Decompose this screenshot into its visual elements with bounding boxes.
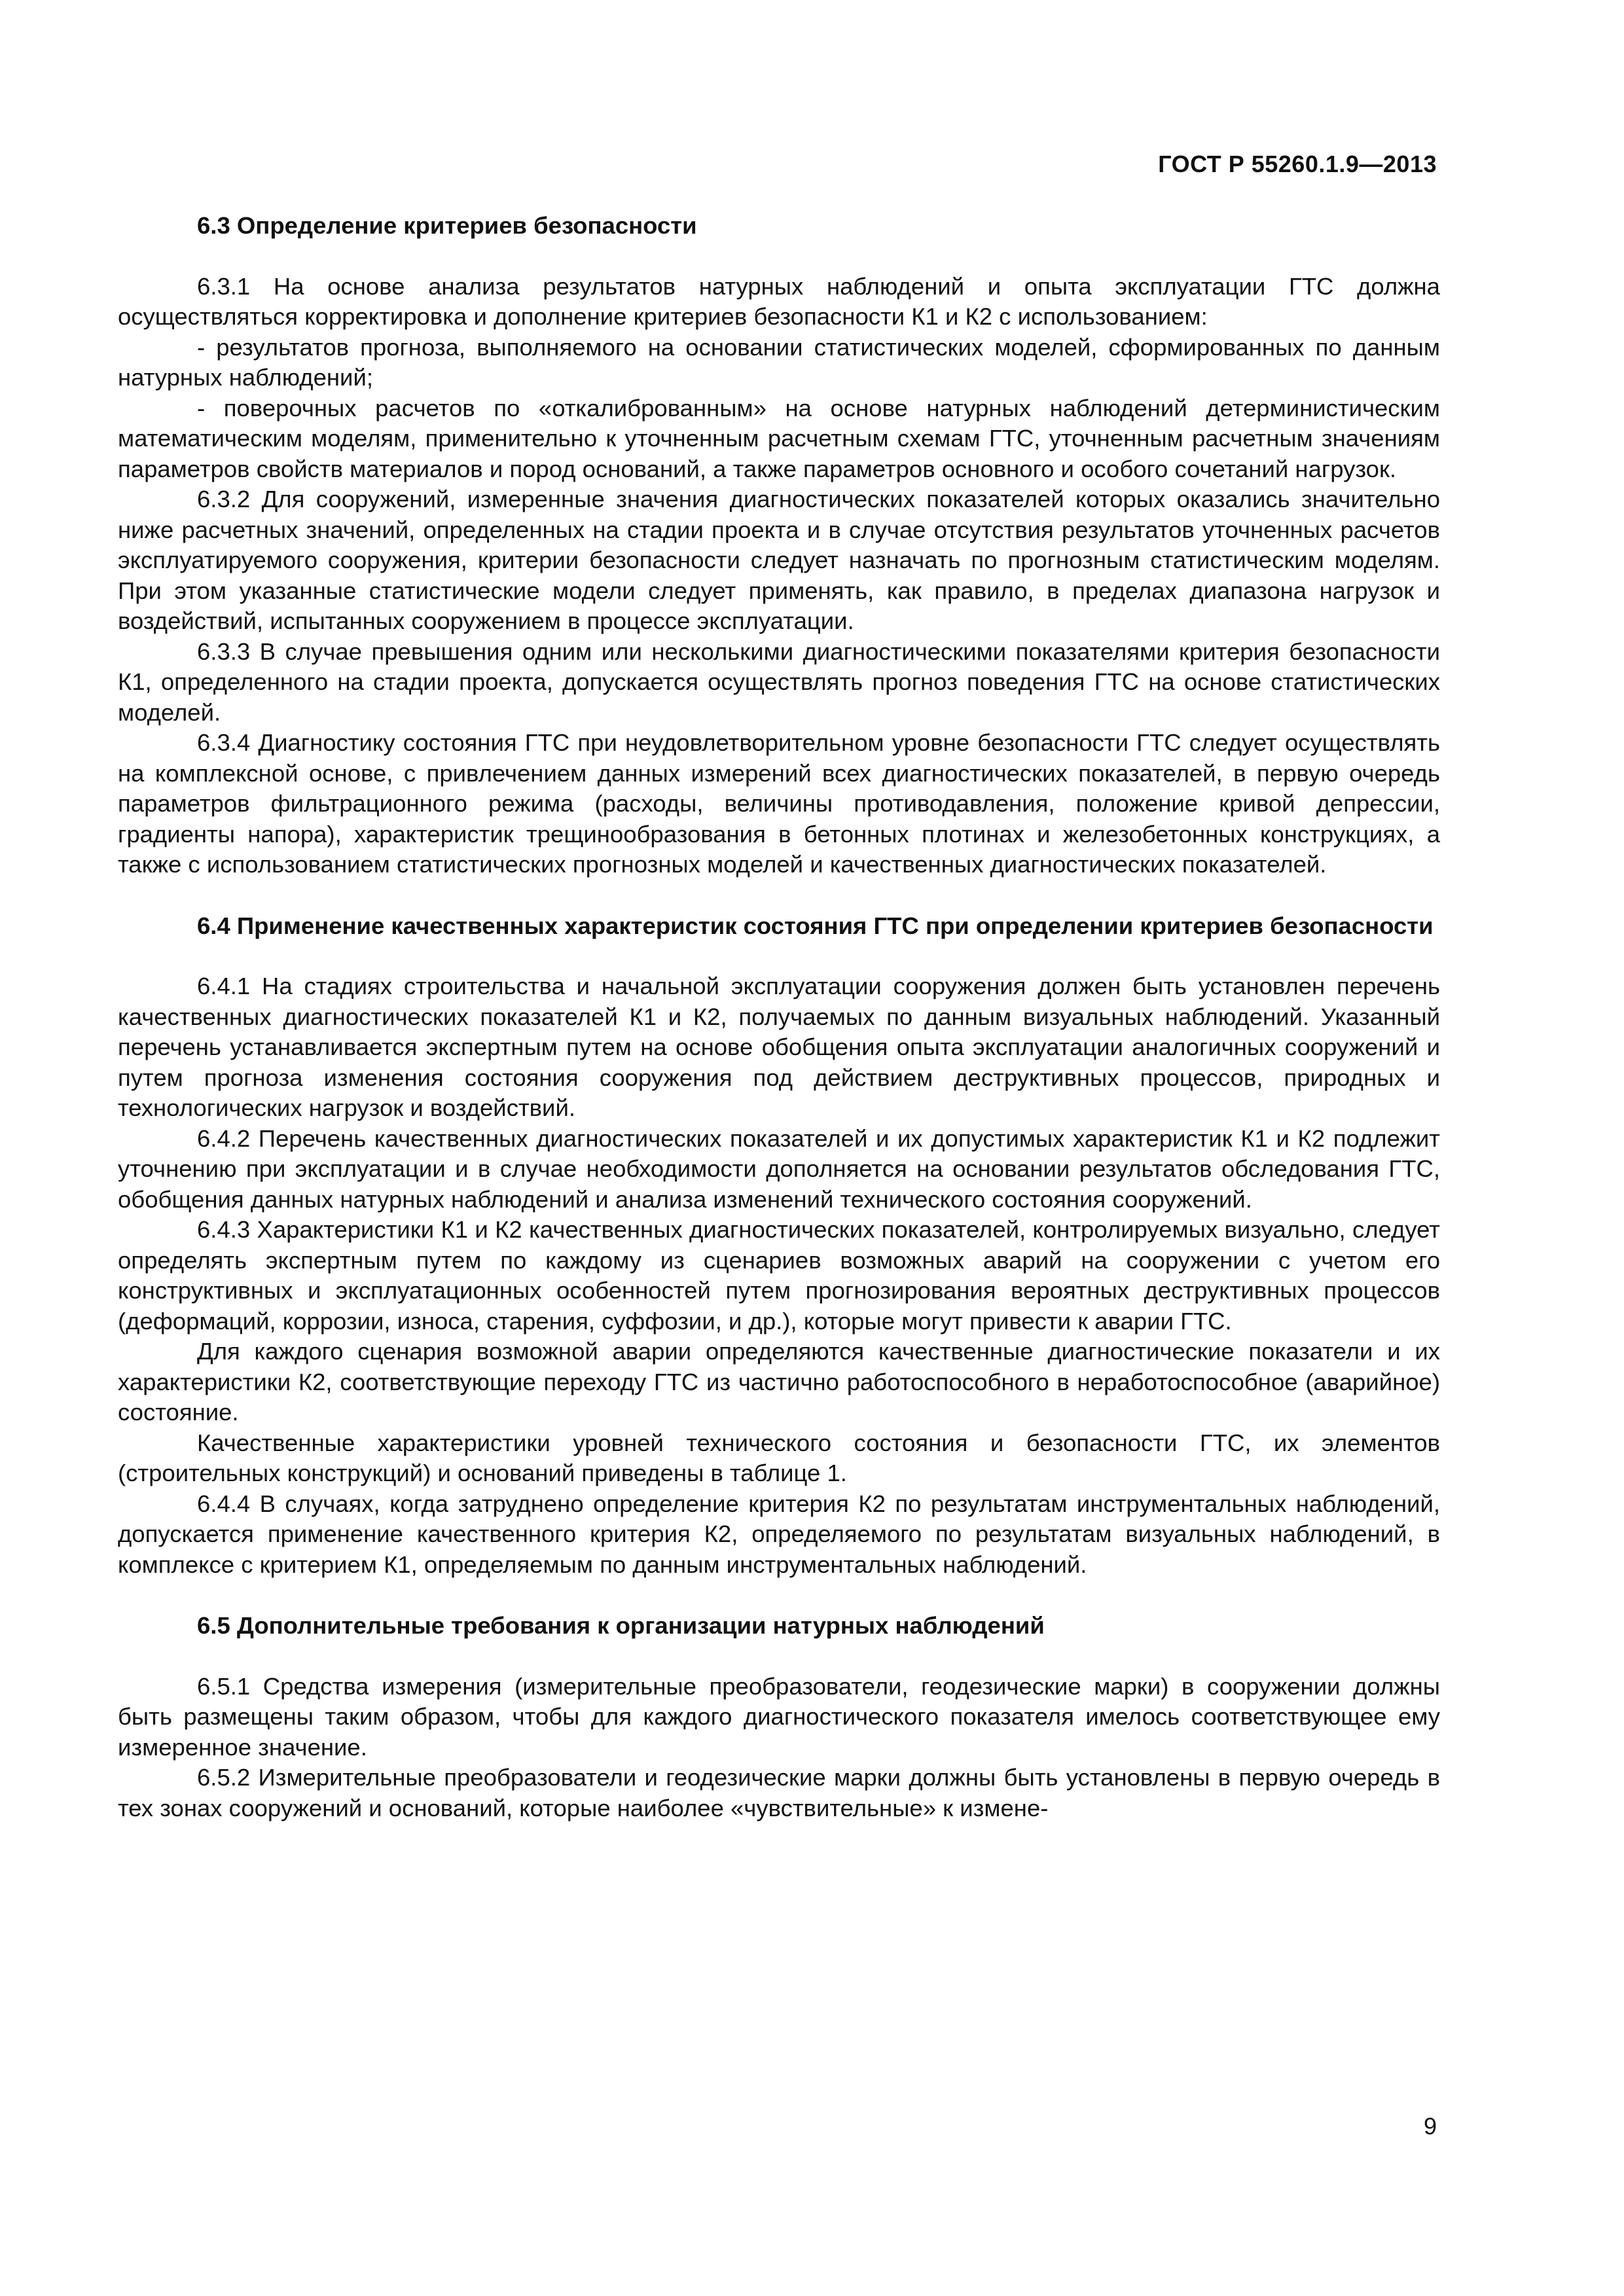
section-heading-6-5: 6.5 Дополнительные требования к организации натурных наблюдений (197, 1612, 1045, 1639)
paragraph-6-5-2: 6.5.2 Измерительные преобразователи и геодезические марки должны быть установлены в первую очередь в тех зонах сооружений и оснований, которые наиболее «чувствительные» к измене- (118, 1764, 1440, 1821)
paragraph-6-5-1: 6.5.1 Средства измерения (измерительные преобразователи, геодезические марки) в сооружении должны быть размещены таким образом, чтобы для каждого диагностического показателя имелось соответствующее ему измеренное значение. (118, 1672, 1440, 1761)
paragraph-6-4-3: 6.4.3 Характеристики К1 и К2 качественных диагностических показателей, контролируемых визуально, следует определять экспертным путем по каждому из сценариев возможных аварий на сооружении с учетом его конструктивных и эксплуатационных особенностей путем прогнозирования вероятных деструктивных процессов (деформаций, коррозии, износа, старения, суффозии, и др.), которые могут привести к аварии ГТС. (118, 1216, 1440, 1335)
paragraph-6-3-3: 6.3.3 В случае превышения одним или несколькими диагностическими показателями критерия безопасности К1, определенного на стадии проекта, допускается осуществлять прогноз поведения ГТС на основе статистических моделей. (118, 637, 1440, 726)
paragraph-6-4-2: 6.4.2 Перечень качественных диагностических показателей и их допустимых характеристик К1 и К2 подлежит уточнению при эксплуатации и в случае необходимости дополняется на основании результатов обследования ГТС, обобщения данных натурных наблюдений и анализа изменений технического состояния сооружений. (118, 1124, 1440, 1213)
paragraph-6-3-1: 6.3.1 На основе анализа результатов натурных наблюдений и опыта эксплуатации ГТС должна осуществляться корректировка и дополнение критериев безопасности К1 и К2 с использованием: (118, 272, 1440, 330)
list-item-verification: - поверочных расчетов по «откалиброванным» на основе натурных наблюдений детерминистическим математическим моделям, применительно к уточненным расчетным схемам ГТС, уточненным расчетным значениям параметров свойств материалов и пород оснований, а также параметров основного и особого сочетаний нагрузок. (118, 394, 1440, 482)
document-code: ГОСТ Р 55260.1.9—2013 (1158, 151, 1437, 177)
paragraph-6-4-3-table-ref: Качественные характеристики уровней технического состояния и безопасности ГТС, их элементов (строительных конструкций) и оснований приведены в таблице 1. (118, 1429, 1440, 1486)
page-number: 9 (1423, 2113, 1437, 2140)
paragraph-6-4-1: 6.4.1 На стадиях строительства и начальной эксплуатации сооружения должен быть установлен перечень качественных диагностических показателей К1 и К2, получаемых по данным визуальных наблюдений. Указанный перечень устанавливается экспертным путем на основе обобщения опыта эксплуатации аналогичных сооружений и путем прогноза изменения состояния сооружения под действием деструктивных процессов, природных и технологических нагрузок и воздействий. (118, 973, 1440, 1121)
paragraph-6-3-2: 6.3.2 Для сооружений, измеренные значения диагностических показателей которых оказались значительно ниже расчетных значений, определенных на стадии проекта и в случае отсутствия результатов уточненных расчетов эксплуатируемого сооружения, критерии безопасности следует назначать по прогнозным статистическим моделям. При этом указанные статистические модели следует применять, как правило, в пределах диапазона нагрузок и воздействий, испытанных сооружением в процессе эксплуатации. (118, 486, 1440, 634)
paragraph-6-3-4: 6.3.4 Диагностику состояния ГТС при неудовлетворительном уровне безопасности ГТС следует осуществлять на комплексной основе, с привлечением данных измерений всех диагностических показателей, в первую очередь параметров фильтрационного режима (расходы, величины противодавления, положение кривой депрессии, градиенты напора), характеристик трещинообразования в бетонных плотинах и железобетонных конструкциях, а также с использованием статистических прогнозных моделей и качественных диагностических показателей. (118, 729, 1440, 878)
section-heading-6-4: 6.4 Применение качественных характеристик состояния ГТС при определении критериев безопасности (197, 912, 1434, 939)
paragraph-6-4-3-scenario: Для каждого сценария возможной аварии определяются качественные диагностические показатели и их характеристики К2, соответствующие переходу ГТС из частично работоспособного в неработоспособное (аварийное) состояние. (118, 1338, 1440, 1426)
section-heading-6-3: 6.3 Определение критериев безопасности (197, 212, 697, 239)
list-item-forecast: - результатов прогноза, выполняемого на основании статистических моделей, сформированных по данным натурных наблюдений; (118, 333, 1440, 391)
paragraph-6-4-4: 6.4.4 В случаях, когда затруднено определение критерия К2 по результатам инструментальных наблюдений, допускается применение качественного критерия К2, определяемого по результатам визуальных наблюдений, в комплексе с критерием К1, определяемым по данным инструментальных наблюдений. (118, 1490, 1440, 1578)
page-content (118, 211, 1440, 1823)
